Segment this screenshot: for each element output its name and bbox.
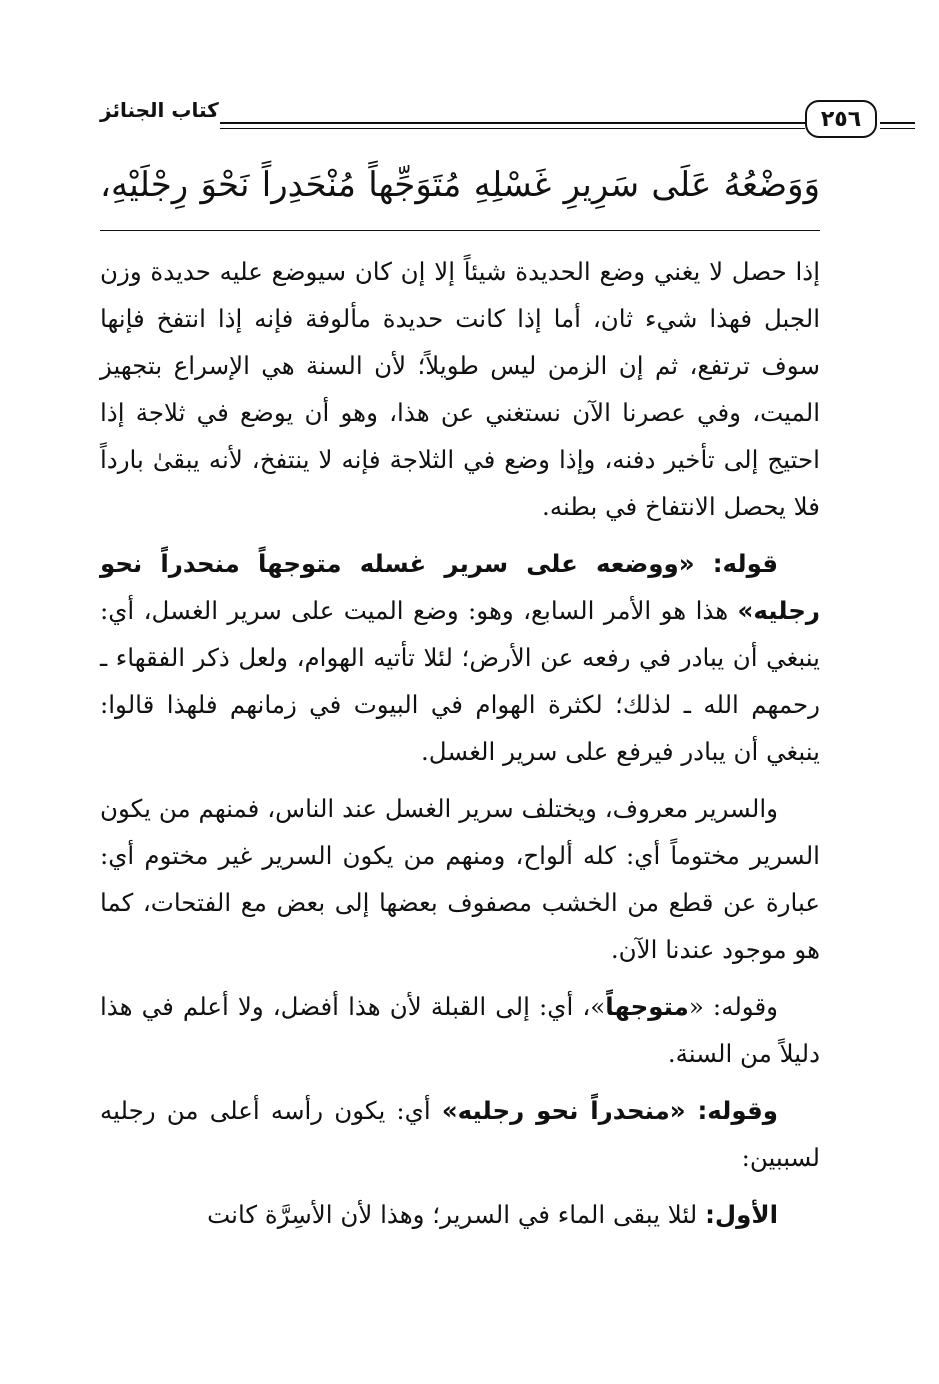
paragraph-text: »، أي: إلى القبلة لأن هذا أفضل، ولا أعلم في هذا دليلاً من السنة. (100, 992, 820, 1068)
header-rule (220, 122, 805, 124)
paragraph-6 (100, 1191, 820, 1238)
paragraph-text: والسرير معروف، ويختلف سرير الغسل عند الناس، فمنهم من يكون السرير مختوماً أي: كله ألواح، ومنهم من يكون السرير غير مختوم أي: عبارة عن قطع من الخشب مصفوف بعضها إلى بعض مع الفتحات، كما هو موجود عندنا الآن. (100, 794, 820, 964)
page-header (100, 92, 862, 148)
point-label: الأول: (705, 1200, 778, 1229)
header-rule (880, 128, 915, 129)
quoted-matn: قوله: «ووضعه على سرير غسله متوجهاً منحدراً نحو رجليه» (100, 549, 820, 625)
header-rule (880, 122, 915, 124)
running-title: كتاب الجنائز (100, 98, 219, 122)
paragraph-text: هذا هو الأمر السابع، وهو: وضع الميت على سرير الغسل، أي: ينبغي أن يبادر في رفعه عن الأرض؛ لئلا تأتيه الهوام، ولعل ذكر الفقهاء ـ رحمهم الله ـ لذلك؛ لكثرة الهوام في البيوت في زمانهم فلهذا قالوا: ينبغي أن يبادر فيرفع على سرير الغسل. (100, 596, 820, 766)
matn-divider (100, 230, 820, 231)
header-rule (220, 128, 805, 129)
page-number: ٢٥٦ (805, 100, 877, 138)
paragraph-prefix: وقوله: « (688, 992, 778, 1021)
quoted-matn: وقوله: «منحدراً نحو رجليه» (441, 1096, 778, 1125)
commentary-body (100, 248, 820, 1238)
paragraph-text: إذا حصل لا يغني وضع الحديدة شيئاً إلا إن كان سيوضع عليه حديدة وزن الجبل فهذا شيء ثان، أما إذا كانت حديدة مألوفة فإنه إذا انتفخ فإنها سوف ترتفع، ثم إن الزمن ليس طويلاً؛ لأن السنة هي الإسراع بتجهيز الميت، وفي عصرنا الآن نستغني عن هذا، وهو أن يوضع في ثلاجة إذا احتيج إلى تأخير دفنه، وإذا وضع في الثلاجة فإنه لا ينتفخ، لأنه يبقىٰ بارداً فلا يحصل الانتفاخ في بطنه. (100, 257, 820, 521)
paragraph-4 (100, 983, 820, 1077)
paragraph-text: أي: يكون رأسه أعلى من رجليه لسببين: (100, 1096, 820, 1172)
paragraph-5 (100, 1087, 820, 1181)
paragraph-2 (100, 540, 820, 775)
matn-line: وَوَضْعُهُ عَلَى سَرِيرِ غَسْلِهِ مُتَوَجِّهاً مُنْحَدِراً نَحْوَ رِجْلَيْهِ، (100, 165, 820, 205)
paragraph-3 (100, 785, 820, 973)
quoted-word: متوجهاً (605, 992, 689, 1021)
paragraph-text: لئلا يبقى الماء في السرير؛ وهذا لأن الأسِرَّة كانت (207, 1200, 706, 1229)
paragraph-1 (100, 248, 820, 530)
